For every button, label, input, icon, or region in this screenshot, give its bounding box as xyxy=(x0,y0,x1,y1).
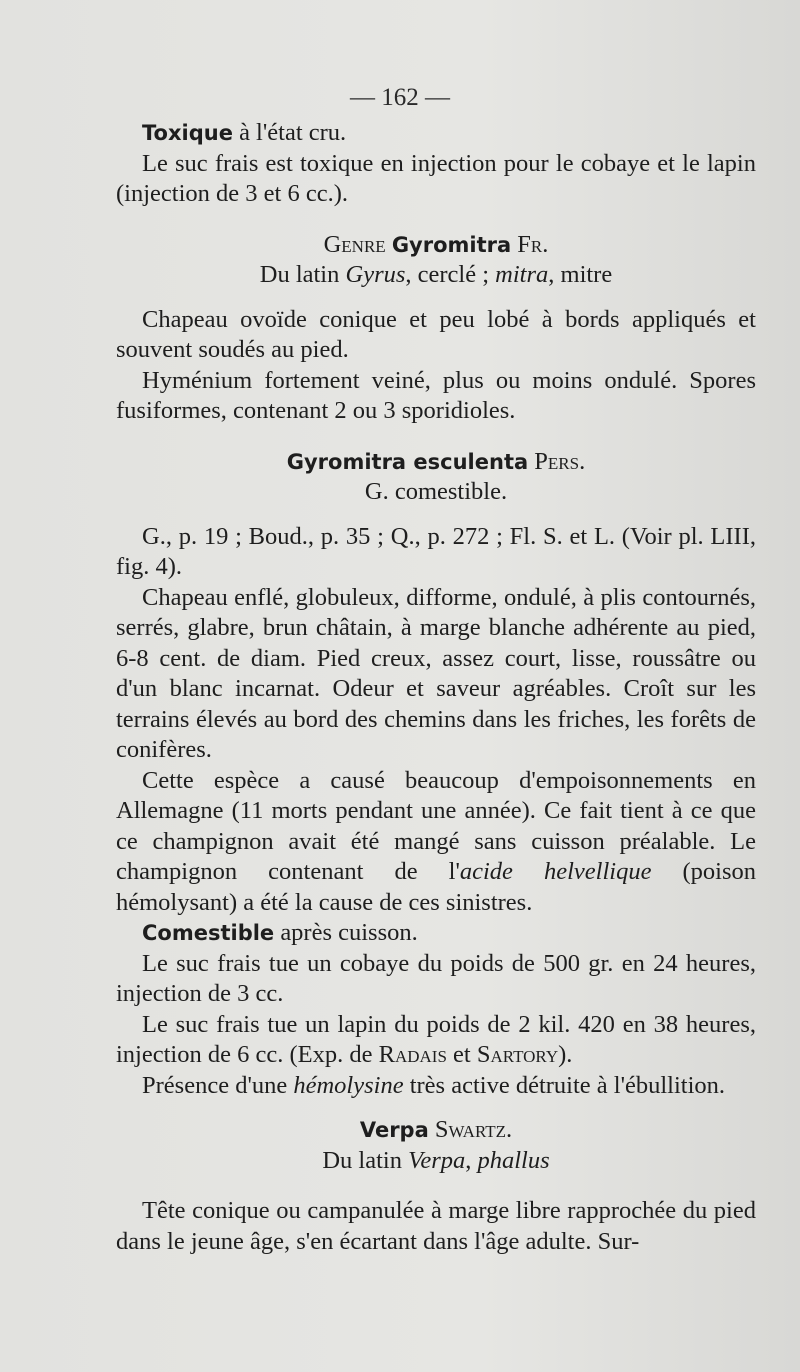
paragraph-lapin xyxy=(116,1010,756,1071)
paragraph-chapeau-description: Chapeau enflé, globuleux, difforme, ondulé, à plis contournés, serrés, glabre, brun châtain, à marge blanche adhérente au pied, 6-8 cent. de diam. Pied creux, assez court, lisse, roussâtre ou d'un blanc incarnat. Odeur et saveur agréables. Croît sur les terrains élevés au bord des chemins dans les friches, les forêts de conifères. xyxy=(116,583,756,763)
etym-word-2: mitra xyxy=(495,261,549,288)
paragraph-hymenium: Hyménium fortement veiné, plus ou moins ondulé. Spores fusiformes, contenant 2 ou 3 sporidioles. xyxy=(116,366,756,424)
paragraph-references: G., p. 19 ; Boud., p. 35 ; Q., p. 272 ; Fl. S. et L. (Voir pl. LIII, fig. 4). xyxy=(116,522,756,580)
verpa-name: Verpa xyxy=(359,1118,429,1142)
toxique-line xyxy=(116,118,756,149)
etym-mid: , cerclé ; xyxy=(405,261,496,288)
author-sartory: Sartory xyxy=(476,1041,559,1068)
species-name: Gyromitra esculenta xyxy=(286,449,529,474)
paragraph-cobaye: Le suc frais tue un cobaye du poids de 500 gr. en 24 heures, injection de 3 cc. xyxy=(116,949,756,1007)
espece-after: (poison hémolysant) a été la cause de ces sinistres. xyxy=(116,858,757,916)
lapin-after: ). xyxy=(558,1041,573,1068)
genus-prefix: Genre xyxy=(323,230,386,258)
genus-heading-verpa xyxy=(116,1115,756,1146)
presence-before: Présence d'une xyxy=(142,1071,294,1099)
paragraph-hemolysine xyxy=(116,1071,756,1102)
lapin-before: Le suc frais tue un lapin du poids de 2 kil. 420 en 38 heures, injection de 6 cc. (Exp. de xyxy=(116,1010,756,1068)
lapin-mid: et xyxy=(446,1041,477,1068)
etym-word-1: Gyrus xyxy=(345,261,406,288)
genus-etymology xyxy=(116,260,756,291)
verpa-etymology xyxy=(116,1146,756,1177)
paragraph-suc-toxique: Le suc frais est toxique en injection pour le cobaye et le lapin (injection de 3 et 6 cc.). xyxy=(116,149,756,207)
toxique-label: Toxique xyxy=(142,121,233,145)
page-text xyxy=(116,118,756,1257)
verpa-etym-word-2: phallus xyxy=(477,1146,550,1174)
comestible-line xyxy=(116,918,756,949)
paragraph-empoisonnements xyxy=(116,766,756,919)
species-heading xyxy=(116,447,756,478)
genus-heading-gyromitra xyxy=(116,230,756,261)
toxique-rest: à l'état cru. xyxy=(232,119,347,146)
presence-after: très active détruite à l'ébullition. xyxy=(403,1071,726,1099)
presence-italic: hémolysine xyxy=(293,1071,404,1099)
author-radais: Radais xyxy=(378,1041,447,1068)
etym-suffix: , mitre xyxy=(548,261,613,288)
etym-prefix: Du latin xyxy=(259,261,346,288)
verpa-etym-mid: , xyxy=(465,1146,478,1174)
comestible-label: Comestible xyxy=(142,921,275,945)
species-author: Pers. xyxy=(534,447,586,475)
comestible-rest: après cuisson. xyxy=(274,919,418,946)
verpa-etym-prefix: Du latin xyxy=(322,1146,409,1174)
paragraph-tete: Tête conique ou campanulée à marge libre rapprochée du pied dans le jeune âge, s'en écartant dans l'âge adulte. Sur- xyxy=(116,1197,756,1255)
species-common-name: G. comestible. xyxy=(364,478,508,505)
verpa-etym-word-1: Verpa xyxy=(408,1146,466,1174)
espece-before: Cette espèce a causé beaucoup d'empoisonnements en Allemagne (11 morts pendant une année). Ce fait tient à ce que ce champignon avait été mangé sans cuisson préalable. Le champignon contenant de l' xyxy=(116,766,756,885)
espece-italic: acide helvellique xyxy=(459,858,652,885)
genus-name: Gyromitra xyxy=(391,232,512,257)
page-number: — 162 — xyxy=(350,84,450,111)
verpa-author: Swartz. xyxy=(434,1116,513,1143)
paragraph-chapeau-genre: Chapeau ovoïde conique et peu lobé à bords appliqués et souvent soudés au pied. xyxy=(116,305,756,363)
genus-author: Fr. xyxy=(517,230,549,258)
